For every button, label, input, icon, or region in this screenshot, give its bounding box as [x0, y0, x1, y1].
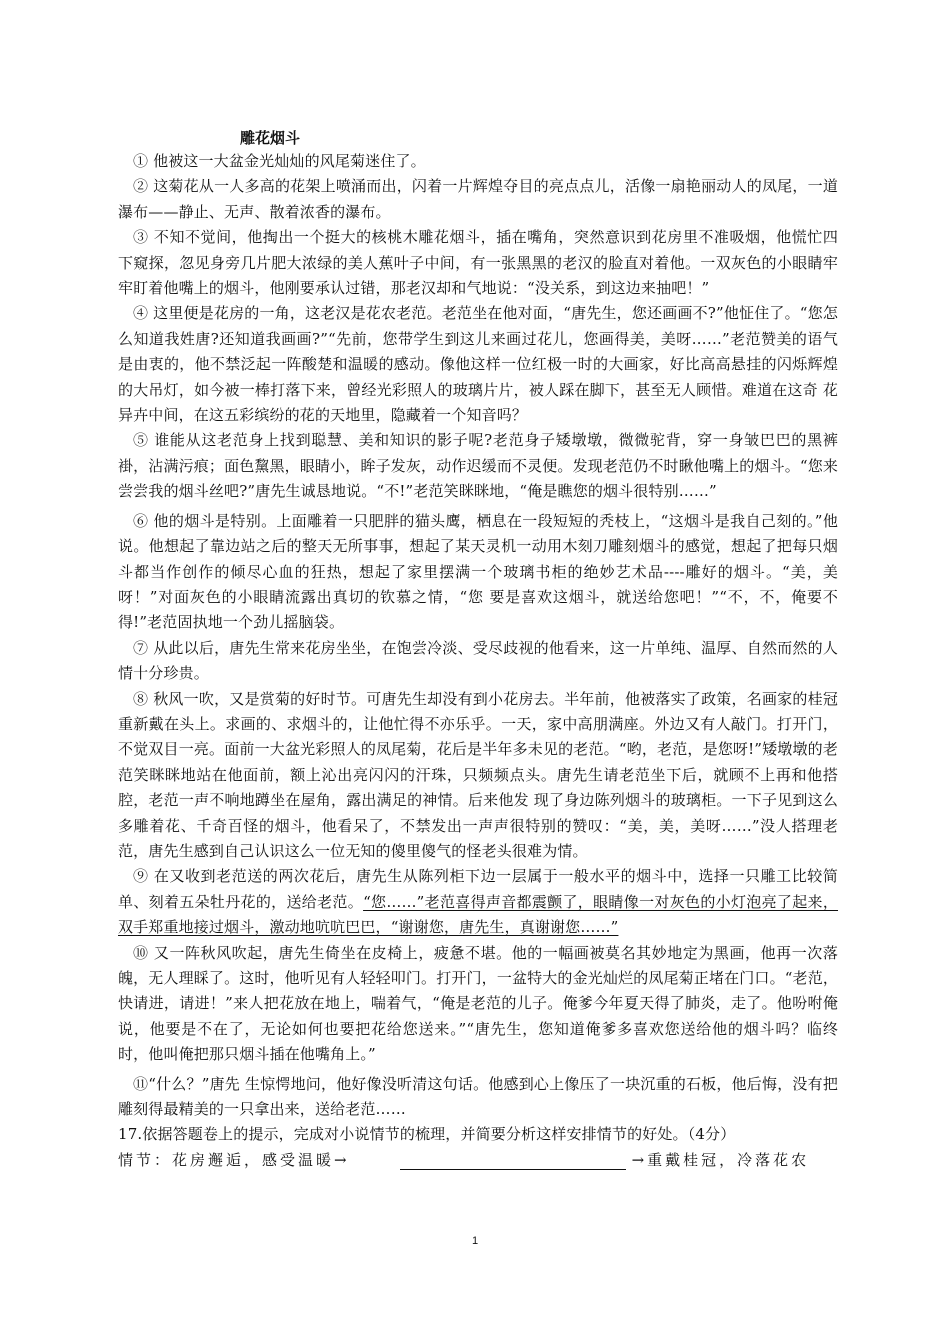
story-title: 雕花烟斗: [240, 129, 301, 147]
paragraph-9-text: ⑨ 在又收到老范送的两次花后，唐先生从陈列柜下边一层属于一般水平的烟斗中，选择一只雕工比较简单、刻着五朵牡丹花的，送给老范。: [118, 867, 838, 911]
question-17: 17.依据答题卷上的提示，完成对小说情节的梳理，并简要分析这样安排情节的好处。（4分）: [118, 1125, 736, 1144]
plot-lead: 情节：花房邂逅，感受温暖→: [118, 1150, 350, 1169]
paragraph-10: ⑩ 又一阵秋风吹起，唐先生倚坐在皮椅上，疲惫不堪。他的一幅画被莫名其妙地定为黑画，他再一次落魄，无人理睬了。这时，他听见有人轻轻叩门。打开门，一盆特大的金光灿烂的凤尾菊正堵在门口。“老范，快请进，请进！”来人把花放在地上，喘着气，“俺是老范的儿子。俺爹今年夏天得了肺炎，走了。他吩咐俺说，他要是不在了，无论如何也要把花给您送来。”“唐先生，您知道俺爹多喜欢您送给他的烟斗吗？临终时，他叫俺把那只烟斗插在他嘴角上。”: [118, 943, 838, 1064]
paragraph-3: ③ 不知不觉间，他掏出一个挺大的核桃木雕花烟斗，插在嘴角，突然意识到花房里不准吸烟，他慌忙四 下窥探，忽见身旁几片肥大浓绿的美人蕉叶子中间，有一张黑黑的老汉的脸直对着他。一双灰色的小眼睛牢牢盯着他嘴上的烟斗，他刚要承认过错，那老汉却和气地说：“没关系，到这边来抽吧！”: [118, 228, 838, 298]
paragraph-8: ⑧ 秋风一吹，又是赏菊的好时节。可唐先生却没有到小花房去。半年前，他被落实了政策，名画家的桂冠重新戴在头上。求画的、求烟斗的，让他忙得不亦乐乎。一天，家中高朋满座。外边又有人敲门。打开门，不觉双目一亮。面前一大盆光彩照人的凤尾菊，花后是半年多未见的老范。“哟，老范，是您呀!”矮墩墩的老范笑眯眯地站在他面前，额上沁出亮闪闪的汗珠，只频频点头。唐先生请老范坐下后，就顾不上再和他搭腔，老范一声不响地蹲坐在屋角，露出满足的神情。后来他发 现了身边陈列烟斗的玻璃柜。一下子见到这么多雕着花、千奇百怪的烟斗，他看呆了，不禁发出一声声很特别的赞叹：“美，美，美呀……”没人搭理老范，唐先生感到自己认识这么一位无知的傻里傻气的怪老头很难为情。: [118, 689, 838, 860]
paragraph-5: ⑤ 谁能从这老范身上找到聪慧、美和知识的影子呢?老范身子矮墩墩，微微驼背，穿一身皱巴巴的黑裤褂，沾满污痕；面色黧黑，眼睛小，眸子发灰，动作迟缓而不灵便。发现老范仍不时瞅他嘴上的烟斗。“您来尝尝我的烟斗丝吧?”唐先生诚恳地说。“不!”老范笑眯眯地，“俺是瞧您的烟斗很特别……”: [118, 431, 838, 501]
paragraph-11: ⑪“什么？”唐先 生惊愕地问，他好像没听清这句话。他感到心上像压了一块沉重的石板，他后悔，没有把雕刻得最精美的一只拿出来，送给老范……: [118, 1074, 838, 1119]
plot-outline-row: [118, 1148, 838, 1173]
paragraph-4: ④ 这里便是花房的一角，这老汉是花农老范。老范坐在他对面，“唐先生，您还画画不?”他怔住了。“您怎么知道我姓唐?还知道我画画?”“先前，您带学生到这儿来画过花儿，您画得美，美呀……”老范赞美的语气是由衷的，他不禁泛起一阵酸楚和温暖的感动。像他这样一位红极一时的大画家，好比高高悬挂的闪烁辉煌的大吊灯，如今被一棒打落下来，曾经光彩照人的玻璃片片，被人踩在脚下，甚至无人顾惜。难道在这奇 花异卉中间，在这五彩缤纷的花的天地里，隐藏着一个知音吗？: [118, 304, 838, 425]
paragraph-6: ⑥ 他的烟斗是特别。上面雕着一只肥胖的猫头鹰，栖息在一段短短的秃枝上，“这烟斗是我自己刻的。”他说。他想起了靠边站之后的整天无所事事，想起了某天灵机一动用木刻刀雕刻烟斗的感觉，想起了把每只烟斗都当作创作的倾尽心血的狂热，想起了家里摆满一个玻璃书柜的绝妙艺术品----雕好的烟斗。“美，美呀！”对面灰色的小眼睛流露出真切的钦慕之情，“您 要是喜欢这烟斗，就送给您吧！”“不，不，俺要不得!”老范固执地一个劲儿摇脑袋。: [118, 511, 838, 632]
page-number: 1: [471, 1235, 479, 1247]
plot-tail: →重戴桂冠，冷落花农: [631, 1150, 810, 1169]
paragraph-2: ② 这菊花从一人多高的花架上喷涌而出，闪着一片辉煌夺目的亮点点儿，活像一扇艳丽动人的凤尾，一道瀑布——静止、无声、散着浓香的瀑布。: [118, 177, 838, 221]
paragraph-1: ① 他被这一大盆金光灿灿的风尾菊迷住了。: [133, 152, 426, 170]
paragraph-7: ⑦ 从此以后，唐先生常来花房坐坐，在饱尝冷淡、受尽歧视的他看来，这一片单纯、温厚、自然而然的人情十分珍贵。: [118, 638, 838, 683]
story-body: [118, 149, 838, 1173]
underlined-sentence: “您……”老范喜得声音都震颤了，眼睛像一对灰色的小灯泡亮了起来，双手郑重地接过烟斗，激动地吭吭巴巴，“谢谢您，唐先生，真谢谢您……”: [118, 892, 839, 937]
answer-blank: [400, 1151, 626, 1170]
paragraph-9: [118, 864, 838, 940]
